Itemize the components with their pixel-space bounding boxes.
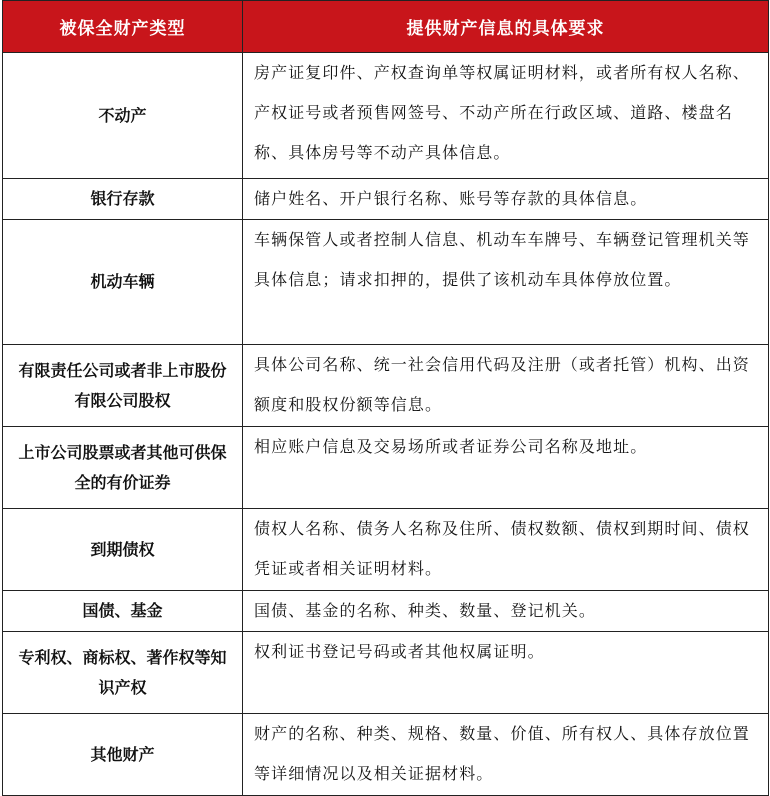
requirement-cell: 具体公司名称、统一社会信用代码及注册（或者托管）机构、出资额度和股权份额等信息。 [243, 345, 769, 427]
property-type-cell: 不动产 [3, 53, 243, 179]
table-row [3, 53, 769, 179]
table-row [3, 345, 769, 427]
requirement-cell: 相应账户信息及交易场所或者证券公司名称及地址。 [243, 427, 769, 509]
table-body [3, 53, 769, 796]
header-requirements: 提供财产信息的具体要求 [243, 1, 769, 53]
requirement-cell: 储户姓名、开户银行名称、账号等存款的具体信息。 [243, 179, 769, 220]
table-row [3, 179, 769, 220]
table-row [3, 427, 769, 509]
requirement-cell: 财产的名称、种类、规格、数量、价值、所有权人、具体存放位置等详细情况以及相关证据材料。 [243, 714, 769, 796]
property-type-cell: 其他财产 [3, 714, 243, 796]
header-property-type: 被保全财产类型 [3, 1, 243, 53]
table-row [3, 714, 769, 796]
requirement-cell: 权利证书登记号码或者其他权属证明。 [243, 632, 769, 714]
property-type-cell: 银行存款 [3, 179, 243, 220]
property-type-cell: 有限责任公司或者非上市股份有限公司股权 [3, 345, 243, 427]
property-type-cell: 到期债权 [3, 509, 243, 591]
requirement-cell: 房产证复印件、产权查询单等权属证明材料，或者所有权人名称、产权证号或者预售网签号、不动产所在行政区域、道路、楼盘名称、具体房号等不动产具体信息。 [243, 53, 769, 179]
table-row [3, 591, 769, 632]
property-type-cell: 机动车辆 [3, 220, 243, 345]
property-preservation-table [2, 0, 769, 796]
property-type-cell: 国债、基金 [3, 591, 243, 632]
property-type-cell: 上市公司股票或者其他可供保全的有价证券 [3, 427, 243, 509]
requirement-cell: 国债、基金的名称、种类、数量、登记机关。 [243, 591, 769, 632]
table-header [3, 1, 769, 53]
property-type-cell: 专利权、商标权、著作权等知识产权 [3, 632, 243, 714]
requirement-cell: 债权人名称、债务人名称及住所、债权数额、债权到期时间、债权凭证或者相关证明材料。 [243, 509, 769, 591]
property-preservation-table-container [2, 0, 768, 796]
requirement-cell: 车辆保管人或者控制人信息、机动车车牌号、车辆登记管理机关等具体信息；请求扣押的，提供了该机动车具体停放位置。 [243, 220, 769, 345]
table-row [3, 220, 769, 345]
header-row [3, 1, 769, 53]
table-row [3, 632, 769, 714]
table-row [3, 509, 769, 591]
